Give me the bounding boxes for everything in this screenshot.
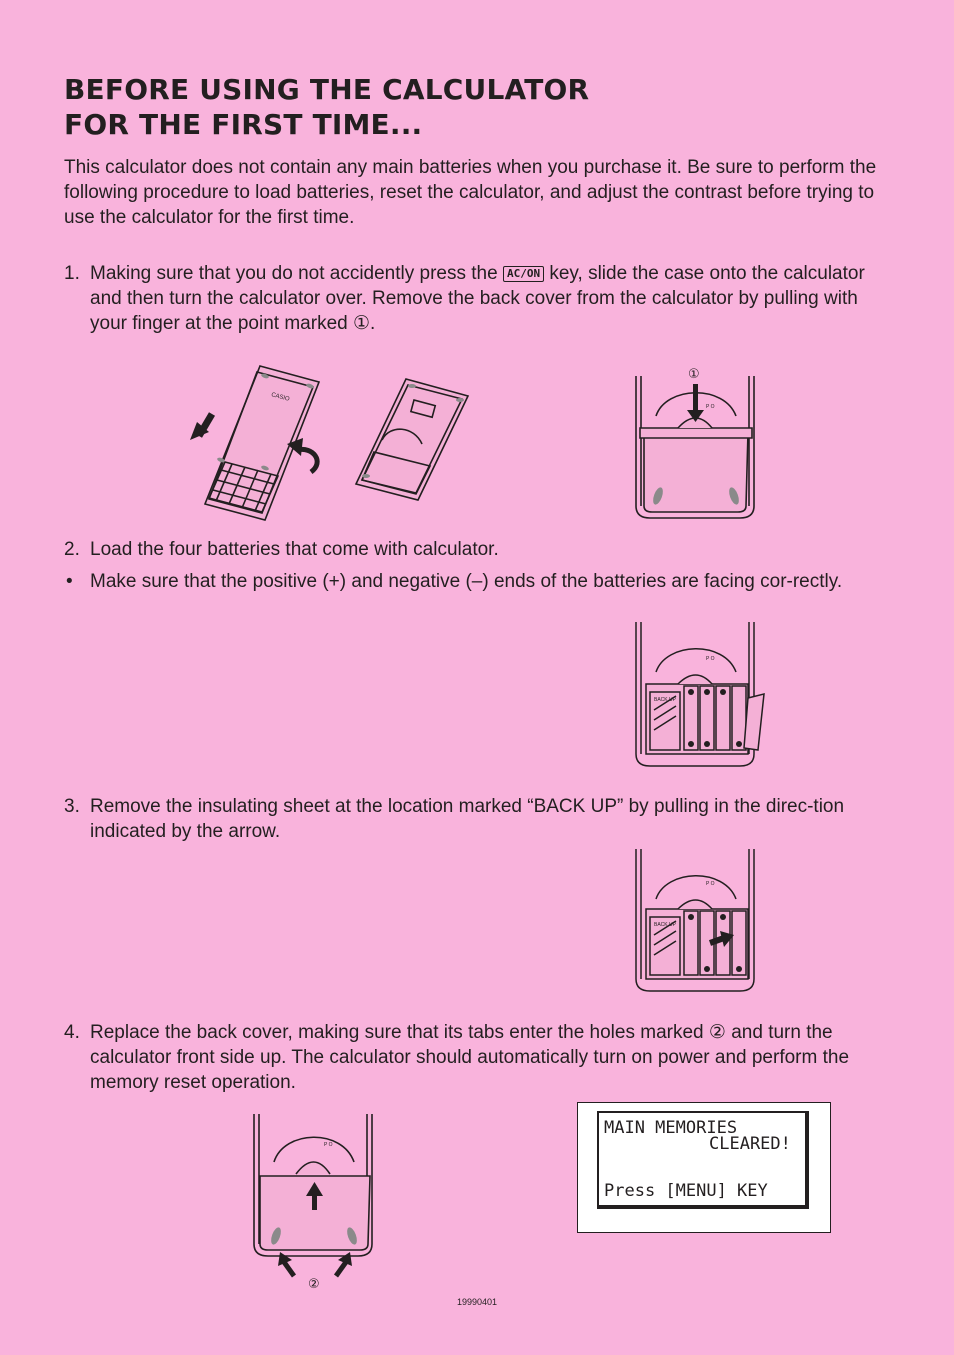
backup-label: BACK UP <box>654 697 676 703</box>
marker-2-icon: ② <box>708 1021 726 1043</box>
step-1-text-a: Making sure that you do not accidently press the <box>90 263 503 284</box>
step-1-number: 1. <box>64 263 80 284</box>
cover-label: P O <box>706 404 715 410</box>
screen-line-3: Press [MENU] KEY <box>604 1181 768 1201</box>
calculator-turned-over-figure <box>352 376 472 506</box>
bullet-icon: • <box>66 571 73 592</box>
cover-label-4: P O <box>324 1142 333 1148</box>
cover-label-2: P O <box>706 656 715 662</box>
step-2-number: 2. <box>64 539 80 560</box>
step-4-text-a: Replace the back cover, making sure that its tabs enter the holes marked <box>90 1022 709 1043</box>
intro-paragraph: This calculator does not contain any main batteries when you purchase it. Be sure to perform the following procedure to load batteries, reset the calculator, and adjust the contrast before trying to use the calculator for the first time. <box>64 157 877 228</box>
step-1-text-end: . <box>370 313 376 334</box>
calculator-slide-case-figure <box>185 362 335 527</box>
page-title <box>64 72 764 142</box>
screen-line-1: MAIN MEMORIES <box>604 1118 738 1138</box>
step-4-text-b: and turn the calculator front side up. The calculator should automatically turn on power and perform the memory reset operation. <box>90 1022 850 1093</box>
ac-on-key-icon: AC/ON <box>503 266 544 282</box>
replace-cover-figure <box>250 1114 380 1292</box>
battery-load-figure <box>632 622 762 770</box>
step-3-number: 3. <box>64 796 80 817</box>
backup-label-2: BACK UP <box>654 922 676 928</box>
brand-label: CASIO <box>270 392 291 403</box>
step-4-number: 4. <box>64 1022 80 1043</box>
document-code: 19990401 <box>457 1297 498 1307</box>
title-line-1: BEFORE USING THE CALCULATOR <box>64 73 590 106</box>
step-2-text: Load the four batteries that come with calculator. <box>90 539 499 560</box>
marker-1-icon: ① <box>352 312 371 334</box>
step-4-text <box>90 1020 890 1095</box>
screen-line-2: CLEARED! <box>709 1134 791 1154</box>
cover-label-3: P O <box>706 881 715 887</box>
step-1-text <box>90 261 890 336</box>
marker-1-label: ① <box>688 367 700 382</box>
step-1-text-b: key, slide the case onto the calculator and then turn the calculator over. Remove the back cover from the calculator by pulling with your finger at the point marked <box>90 263 865 334</box>
insulating-sheet-figure <box>632 849 762 995</box>
title-line-2: FOR THE FIRST TIME... <box>64 108 423 141</box>
step-2-note-text: Make sure that the positive (+) and negative (–) ends of the batteries are facing cor-rectly. <box>90 571 843 592</box>
marker-2-label: ② <box>308 1277 320 1292</box>
screen-display <box>597 1111 809 1209</box>
calculator-screen <box>577 1102 831 1233</box>
back-cover-removal-figure <box>630 366 760 521</box>
step-3-text: Remove the insulating sheet at the location marked “BACK UP” by pulling in the direc-tion indicated by the arrow. <box>90 796 845 842</box>
